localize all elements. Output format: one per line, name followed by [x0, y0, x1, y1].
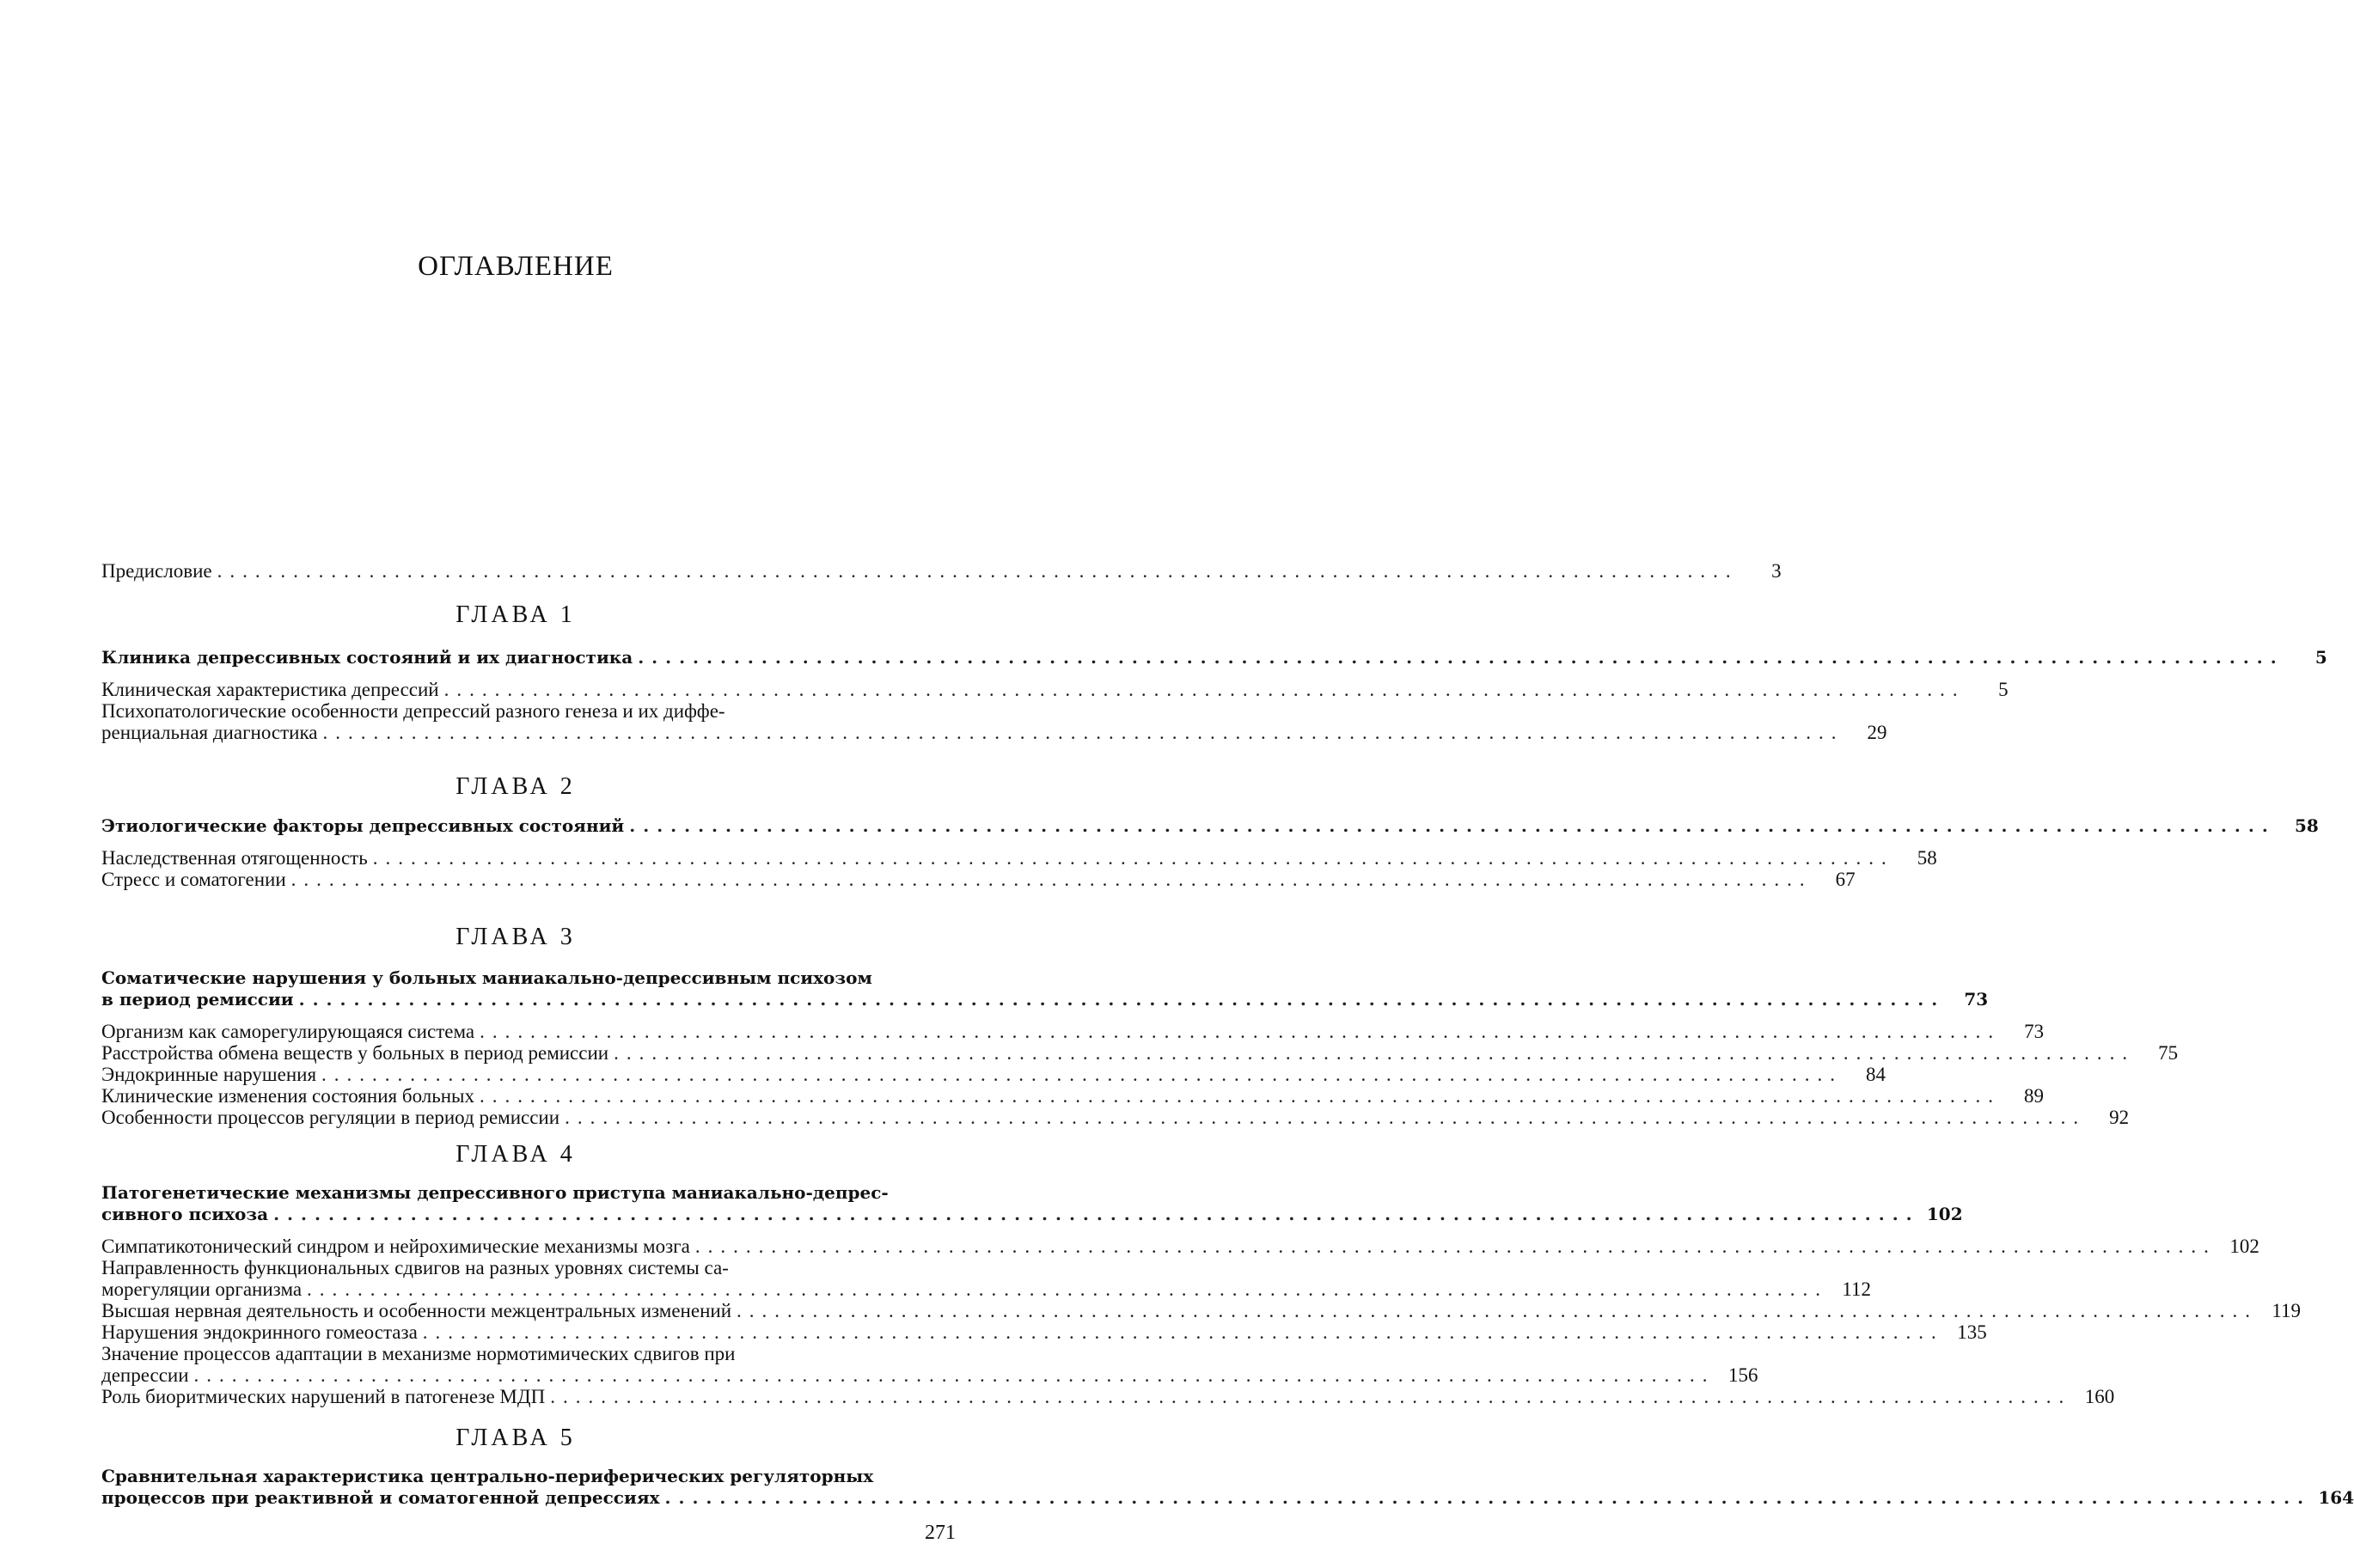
toc-entry: Стресс и соматогении ........................................................................................................................ 67 [101, 869, 1856, 890]
toc-page-number: 160 [2084, 1386, 2115, 1407]
leader-dots: ........................................................................................................................ [737, 1300, 2259, 1321]
toc-page-number: 102 [2229, 1235, 2259, 1257]
toc-entry: Симпатикотонический синдром и нейрохимические механизмы мозга ........................................................................................................................ 102 [101, 1235, 2259, 1257]
chapter-title: Этиологические факторы депрессивных состояний ........................................................................................................................ 58 [101, 815, 2319, 836]
leader-dots: ........................................................................................................................ [565, 1107, 2087, 1128]
chapter-title: сивного психоза ........................................................................................................................ 102 [101, 1204, 1963, 1224]
leader-dots: ........................................................................................................................ [217, 560, 1739, 582]
toc-page-number: 89 [2024, 1085, 2044, 1107]
toc-page-number: 58 [2294, 815, 2319, 836]
leader-dots: ........................................................................................................................ [629, 815, 2276, 836]
toc-entry: Организм как саморегулирующаяся система ........................................................................................................................ 73 [101, 1021, 2045, 1042]
toc-page-number: 5 [1998, 679, 2009, 700]
toc-page-number: 84 [1866, 1064, 1886, 1085]
toc-page-number: 29 [1867, 722, 1887, 743]
toc-page-number: 156 [1728, 1364, 1758, 1386]
leader-dots: ........................................................................................................................ [298, 989, 1946, 1010]
toc-entry: Эндокринные нарушения ........................................................................................................................ 84 [101, 1064, 1886, 1085]
toc-page-number: 135 [1957, 1321, 1987, 1343]
leader-dots: ........................................................................................................................ [443, 679, 1966, 700]
leader-dots: ........................................................................................................................ [321, 1064, 1843, 1085]
leader-dots: ........................................................................................................................ [694, 1235, 2216, 1257]
leader-dots: ........................................................................................................................ [307, 1278, 1829, 1300]
leader-dots: ........................................................................................................................ [638, 647, 2284, 668]
toc-entry: депрессии ........................................................................................................................ 156 [101, 1364, 1758, 1386]
toc-entry: морегуляции организма ........................................................................................................................ 112 [101, 1278, 1872, 1300]
toc-entry: Высшая нервная деятельность и особенности межцентральных изменений ........................................................................................................................ 119 [101, 1300, 2302, 1321]
toc-page-number: 112 [1842, 1278, 1872, 1300]
chapter-title: процессов при реактивной и соматогенной депрессиях ........................................................................................................................ 164 [101, 1487, 2354, 1508]
toc-page-number: 119 [2271, 1300, 2302, 1321]
chapter-title: в период ремиссии ........................................................................................................................ 73 [101, 989, 1989, 1010]
toc-entry: ренциальная диагностика ........................................................................................................................ 29 [101, 722, 1887, 743]
chapter-heading: ГЛАВА 3 [456, 924, 576, 950]
leader-dots: ........................................................................................................................ [664, 1487, 2312, 1508]
leader-dots: ........................................................................................................................ [322, 722, 1844, 743]
toc-entry: Наследственная отягощенность ........................................................................................................................ 58 [101, 847, 1937, 869]
chapter-heading: ГЛАВА 5 [456, 1425, 576, 1451]
chapter-heading: ГЛАВА 2 [456, 773, 576, 800]
toc-page-number: 92 [2109, 1107, 2130, 1128]
toc-entry-label: Предисловие [101, 560, 212, 582]
toc-entry: Клинические изменения состояния больных ........................................................................................................................ 89 [101, 1085, 2044, 1107]
leader-dots: ........................................................................................................................ [422, 1321, 1944, 1343]
toc-entry-line: Психопатологические особенности депрессий разного генеза и их диффе- [101, 700, 725, 722]
toc-entry: Особенности процессов регуляции в период ремиссии ........................................................................................................................ 92 [101, 1107, 2130, 1128]
leader-dots: ........................................................................................................................ [290, 869, 1813, 890]
toc-entry: Роль биоритмических нарушений в патогенезе МДП ........................................................................................................................ 160 [101, 1386, 2115, 1407]
chapter-title-line: Патогенетические механизмы депрессивного приступа маниакально-депрес- [101, 1182, 889, 1203]
chapter-title-line: Соматические нарушения у больных маниакально-депрессивным психозом [101, 967, 872, 988]
toc-entry-preface [101, 560, 1782, 583]
chapter-heading: ГЛАВА 1 [456, 601, 576, 628]
toc-entry-line: Значение процессов адаптации в механизме нормотимических сдвигов при [101, 1343, 736, 1364]
toc-page-number: 3 [1771, 560, 1782, 582]
page-title: ОГЛАВЛЕНИЕ [418, 251, 614, 282]
chapter-heading: ГЛАВА 4 [456, 1141, 576, 1168]
leader-dots: ........................................................................................................................ [193, 1364, 1715, 1386]
toc-entry-line: Направленность функциональных сдвигов на разных уровнях системы са- [101, 1257, 729, 1278]
toc-page-number: 164 [2318, 1487, 2354, 1508]
toc-page-number: 58 [1917, 847, 1937, 869]
toc-page-number: 5 [2314, 647, 2327, 668]
chapter-title: Клиника депрессивных состояний и их диагностика ........................................................................................................................ 5 [101, 647, 2327, 668]
toc-page-number: 73 [1964, 989, 1989, 1010]
leader-dots: ........................................................................................................................ [372, 847, 1894, 869]
toc-entry: Расстройства обмена веществ у больных в период ремиссии ........................................................................................................................ 75 [101, 1042, 2179, 1064]
leader-dots: ........................................................................................................................ [480, 1085, 2001, 1107]
leader-dots: ........................................................................................................................ [614, 1042, 2136, 1064]
leader-dots: ........................................................................................................................ [550, 1386, 2072, 1407]
chapter-title-line: Сравнительная характеристика центрально-периферических регуляторных [101, 1466, 874, 1486]
toc-page-number: 67 [1835, 869, 1856, 890]
toc-page-number: 75 [2158, 1042, 2179, 1064]
toc-entry: Нарушения эндокринного гомеостаза ........................................................................................................................ 135 [101, 1321, 1987, 1343]
toc-entry: Клиническая характеристика депрессий ........................................................................................................................ 5 [101, 679, 2009, 700]
page-folio: 271 [925, 1522, 956, 1544]
leader-dots: ........................................................................................................................ [273, 1204, 1920, 1224]
toc-page-number: 102 [1926, 1204, 1963, 1224]
leader-dots: ........................................................................................................................ [480, 1021, 2002, 1042]
toc-page-number: 73 [2024, 1021, 2045, 1042]
